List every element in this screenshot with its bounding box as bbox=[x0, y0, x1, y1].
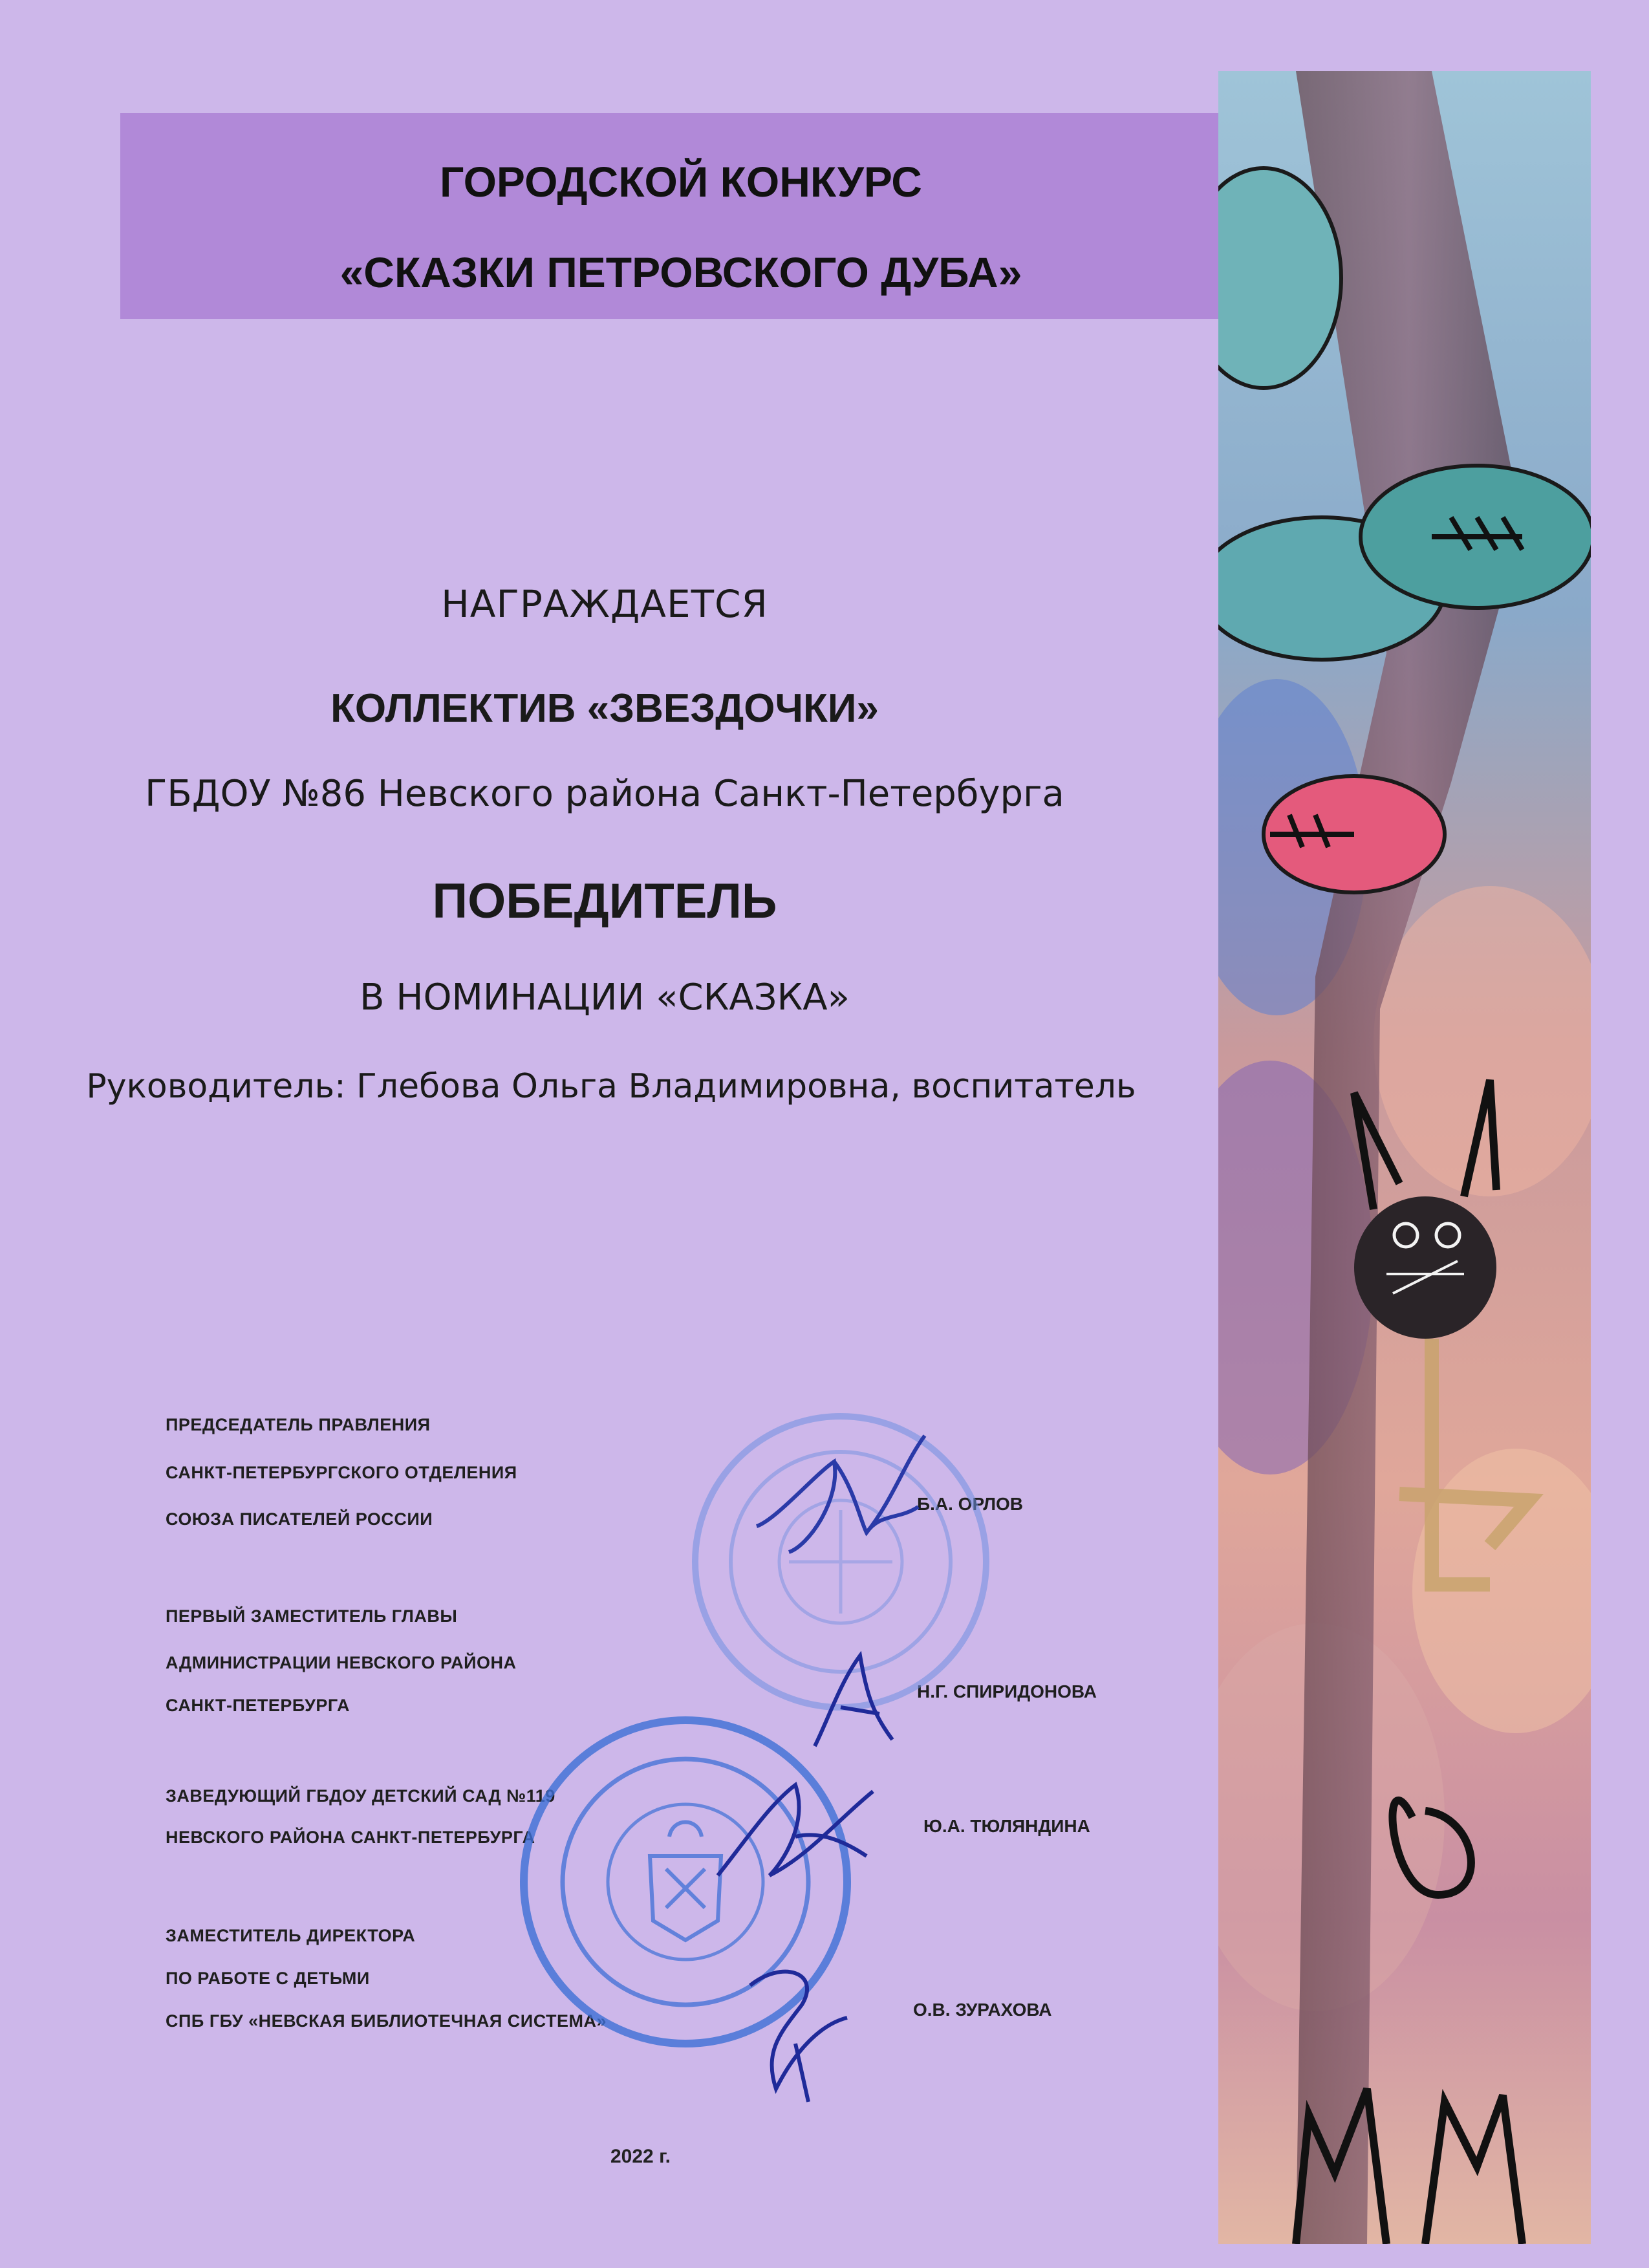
school-name: ГБДОУ №86 Невского района Санкт-Петербурга bbox=[145, 773, 1064, 815]
nomination: В НОМИНАЦИИ «СКАЗКА» bbox=[360, 977, 850, 1019]
signatory-3-line-2: НЕВСКОГО РАЙОНА САНКТ-ПЕТЕРБУРГА bbox=[166, 1828, 535, 1847]
signatory-4-line-1: ЗАМЕСТИТЕЛЬ ДИРЕКТОРА bbox=[166, 1926, 416, 1945]
signatory-2-line-2: АДМИНИСТРАЦИИ НЕВСКОГО РАЙОНА bbox=[166, 1653, 517, 1672]
signatory-2-name: Н.Г. СПИРИДОНОВА bbox=[917, 1681, 1097, 1701]
certificate-year: 2022 г. bbox=[610, 2146, 671, 2167]
winner-title: ПОБЕДИТЕЛЬ bbox=[432, 874, 777, 929]
signatory-3-name: Ю.А. ТЮЛЯНДИНА bbox=[923, 1816, 1090, 1836]
signature-zurakhova bbox=[724, 1947, 867, 2115]
signatory-4-line-3: СПБ ГБУ «НЕВСКАЯ БИБЛИОТЕЧНАЯ СИСТЕМА» bbox=[166, 2011, 607, 2031]
signature-spiridonova bbox=[802, 1643, 905, 1759]
signatory-2-line-3: САНКТ-ПЕТЕРБУРГА bbox=[166, 1696, 350, 1715]
signatory-1-name: Б.А. ОРЛОВ bbox=[917, 1494, 1024, 1514]
signatory-1-line-2: САНКТ-ПЕТЕРБУРГСКОГО ОТДЕЛЕНИЯ bbox=[166, 1463, 517, 1482]
signatory-4-name: О.В. ЗУРАХОВА bbox=[913, 2000, 1052, 2020]
contest-name: «СКАЗКИ ПЕТРОВСКОГО ДУБА» bbox=[339, 248, 1022, 296]
signature-tyulyandina bbox=[698, 1766, 892, 1895]
signature-orlov bbox=[737, 1423, 944, 1571]
children-drawing-image bbox=[1218, 71, 1591, 2244]
signatory-1-line-3: СОЮЗА ПИСАТЕЛЕЙ РОССИИ bbox=[166, 1509, 433, 1529]
header-banner bbox=[120, 113, 1242, 319]
signatory-3-line-1: ЗАВЕДУЮЩИЙ ГБДОУ ДЕТСКИЙ САД №119 bbox=[166, 1786, 555, 1806]
collective-name: КОЛЛЕКТИВ «ЗВЕЗДОЧКИ» bbox=[330, 686, 879, 731]
signatory-1-line-1: ПРЕДСЕДАТЕЛЬ ПРАВЛЕНИЯ bbox=[166, 1415, 431, 1434]
signatory-4-line-2: ПО РАБОТЕ С ДЕТЬМИ bbox=[166, 1969, 370, 1988]
leader-line: Руководитель: Глебова Ольга Владимировна, воспитатель bbox=[86, 1067, 1136, 1106]
contest-title: ГОРОДСКОЙ КОНКУРС bbox=[440, 158, 922, 206]
signatory-2-line-1: ПЕРВЫЙ ЗАМЕСТИТЕЛЬ ГЛАВЫ bbox=[166, 1606, 458, 1626]
awarded-heading: НАГРАЖДАЕТСЯ bbox=[441, 582, 768, 626]
